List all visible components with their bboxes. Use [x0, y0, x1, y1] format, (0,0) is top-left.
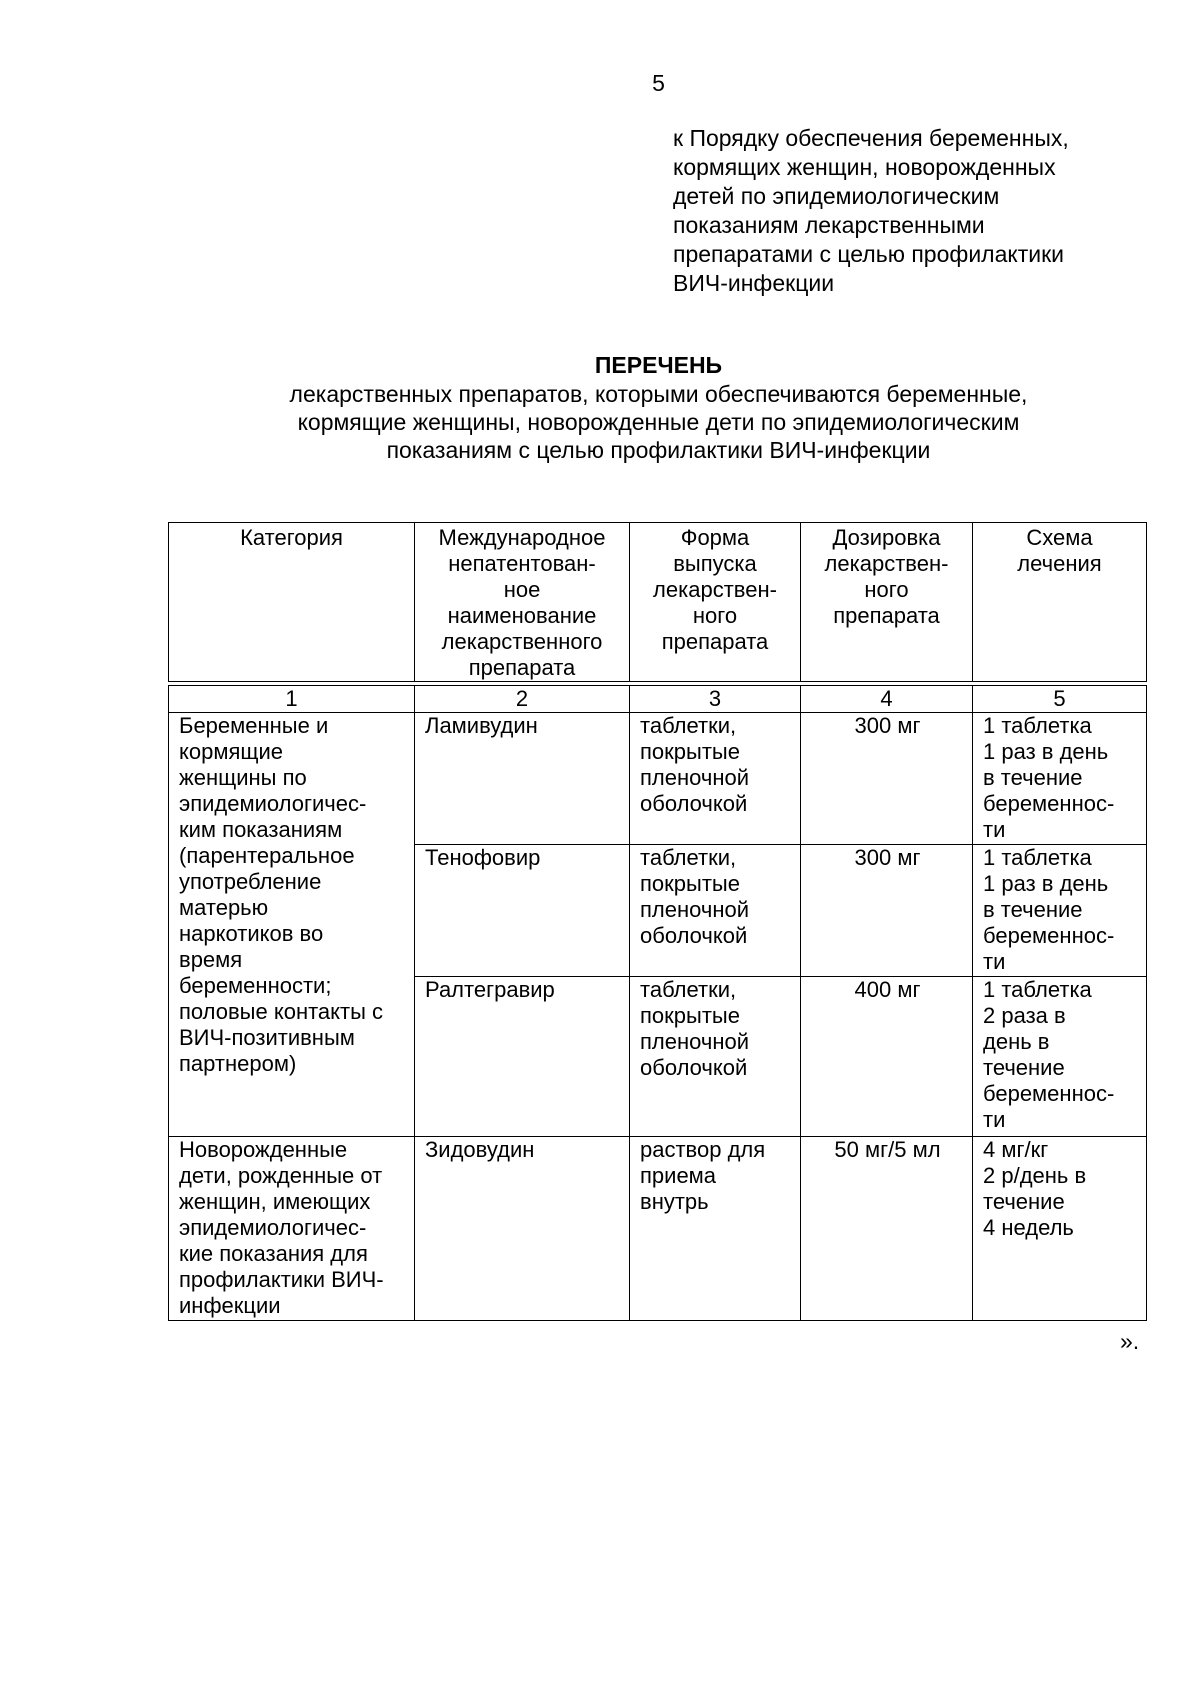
- dosage-form-cell: [630, 1137, 801, 1321]
- cell-text-line: внутрь: [640, 1189, 709, 1214]
- cell-text-line: покрытые: [640, 871, 740, 896]
- cell-text-line: время: [179, 947, 243, 972]
- header-dosage: [801, 523, 973, 682]
- subtitle-line: кормящие женщины, новорожденные дети по эпидемиологическим: [297, 409, 1020, 435]
- table-header-row: [169, 523, 1147, 682]
- dosage-form-cell: [630, 845, 801, 977]
- cell-text-line: течение: [983, 1189, 1065, 1214]
- cell-text-line: пленочной: [640, 897, 750, 922]
- column-number: 5: [973, 686, 1147, 713]
- cell-text-line: партнером): [179, 1051, 297, 1076]
- drug-name-cell: Ламивудин: [415, 713, 630, 845]
- dosage-form-cell: [630, 977, 801, 1137]
- cell-text-line: пленочной: [640, 765, 750, 790]
- cell-text-line: 1 таблетка: [983, 977, 1092, 1002]
- cell-text-line: таблетки,: [640, 845, 737, 870]
- cell-text-line: эпидемиологичес-: [179, 1215, 367, 1240]
- subtitle-line: показаниям с целью профилактики ВИЧ-инфекции: [386, 437, 931, 463]
- cell-text-line: пленочной: [640, 1029, 750, 1054]
- annex-note-line: детей по эпидемиологическим: [673, 183, 1000, 209]
- header-dosage-form: [630, 523, 801, 682]
- table-row: [169, 1137, 1147, 1321]
- cell-text-line: покрытые: [640, 739, 740, 764]
- column-number: 2: [415, 686, 630, 713]
- cell-text-line: наркотиков во: [179, 921, 324, 946]
- annex-note: [673, 124, 1133, 298]
- dosage-cell: 400 мг: [801, 977, 973, 1137]
- column-number: 4: [801, 686, 973, 713]
- drug-name-cell: Зидовудин: [415, 1137, 630, 1321]
- category-cell: [169, 713, 415, 1137]
- cell-text-line: Дозировка: [832, 525, 941, 550]
- annex-note-line: ВИЧ-инфекции: [673, 270, 835, 296]
- cell-text-line: беременности;: [179, 973, 332, 998]
- cell-text-line: приема: [640, 1163, 717, 1188]
- cell-text-line: беременнос-: [983, 791, 1115, 816]
- dosage-cell: 300 мг: [801, 713, 973, 845]
- annex-note-line: показаниям лекарственными: [673, 212, 985, 238]
- cell-text-line: лекарственного: [441, 629, 603, 654]
- column-number: 1: [169, 686, 415, 713]
- cell-text-line: 1 таблетка: [983, 845, 1092, 870]
- cell-text-line: ВИЧ-позитивным: [179, 1025, 355, 1050]
- cell-text-line: эпидемиологичес-: [179, 791, 367, 816]
- drug-name-cell: Ралтегравир: [415, 977, 630, 1137]
- closing-quote-mark: ».: [1120, 1328, 1140, 1354]
- cell-text-line: 1 таблетка: [983, 713, 1092, 738]
- cell-text-line: непатентован-: [448, 551, 596, 576]
- document-subtitle: [0, 380, 1200, 464]
- cell-text-line: покрытые: [640, 1003, 740, 1028]
- treatment-scheme-cell: [973, 713, 1147, 845]
- cell-text-line: препарата: [468, 655, 576, 680]
- dosage-cell: 300 мг: [801, 845, 973, 977]
- cell-text-line: ким показаниям: [179, 817, 343, 842]
- cell-text-line: 4 мг/кг: [983, 1137, 1049, 1162]
- cell-text-line: лекарствен-: [824, 551, 949, 576]
- cell-text-line: 1 раз в день: [983, 739, 1109, 764]
- cell-text-line: течение: [983, 1055, 1065, 1080]
- header-international-name: [415, 523, 630, 682]
- cell-text-line: женщины по: [179, 765, 307, 790]
- cell-text-line: наименование: [447, 603, 597, 628]
- cell-text-line: таблетки,: [640, 977, 737, 1002]
- cell-text-line: в течение: [983, 765, 1083, 790]
- cell-text-line: женщин, имеющих: [179, 1189, 371, 1214]
- header-category: [169, 523, 415, 682]
- cell-text-line: препарата: [833, 603, 940, 628]
- cell-text-line: ное: [503, 577, 541, 602]
- annex-note-line: препаратами с целью профилактики: [673, 241, 1064, 267]
- cell-text-line: (парентеральное: [179, 843, 355, 868]
- treatment-scheme-cell: [973, 845, 1147, 977]
- cell-text-line: оболочкой: [640, 791, 748, 816]
- cell-text-line: лекарствен-: [653, 577, 777, 602]
- cell-text-line: Схема: [1026, 525, 1093, 550]
- cell-text-line: препарата: [661, 629, 769, 654]
- cell-text-line: профилактики ВИЧ-: [179, 1267, 384, 1292]
- cell-text-line: Международное: [438, 525, 606, 550]
- cell-text-line: лечения: [1017, 551, 1102, 576]
- category-cell: [169, 1137, 415, 1321]
- subtitle-line: лекарственных препаратов, которыми обеспечиваются беременные,: [289, 381, 1028, 407]
- cell-text-line: выпуска: [673, 551, 757, 576]
- cell-text-line: оболочкой: [640, 1055, 748, 1080]
- drug-list-table: [168, 522, 1147, 1321]
- document-title: ПЕРЕЧЕНЬ: [594, 352, 723, 378]
- header-treatment-scheme: [973, 523, 1147, 682]
- cell-text-line: 2 раза в: [983, 1003, 1066, 1028]
- drug-name-cell: Тенофовир: [415, 845, 630, 977]
- cell-text-line: в течение: [983, 897, 1083, 922]
- cell-text-line: Категория: [240, 525, 343, 550]
- cell-text-line: кие показания для: [179, 1241, 368, 1266]
- cell-text-line: Беременные и: [179, 713, 329, 738]
- cell-text-line: 4 недель: [983, 1215, 1074, 1240]
- cell-text-line: день в: [983, 1029, 1050, 1054]
- treatment-scheme-cell: [973, 1137, 1147, 1321]
- cell-text-line: ти: [983, 817, 1006, 842]
- cell-text-line: 1 раз в день: [983, 871, 1109, 896]
- cell-text-line: дети, рожденные от: [179, 1163, 383, 1188]
- cell-text-line: таблетки,: [640, 713, 737, 738]
- page-number: 5: [652, 70, 665, 96]
- table-row: [169, 713, 1147, 845]
- cell-text-line: ти: [983, 949, 1006, 974]
- cell-text-line: раствор для: [640, 1137, 766, 1162]
- cell-text-line: оболочкой: [640, 923, 748, 948]
- treatment-scheme-cell: [973, 977, 1147, 1137]
- cell-text-line: ного: [864, 577, 909, 602]
- cell-text-line: кормящие: [179, 739, 284, 764]
- cell-text-line: Форма: [680, 525, 750, 550]
- cell-text-line: инфекции: [179, 1293, 281, 1318]
- cell-text-line: Новорожденные: [179, 1137, 348, 1162]
- dosage-form-cell: [630, 713, 801, 845]
- column-number: 3: [630, 686, 801, 713]
- cell-text-line: беременнос-: [983, 923, 1115, 948]
- cell-text-line: употребление: [179, 869, 322, 894]
- cell-text-line: половые контакты с: [179, 999, 384, 1024]
- cell-text-line: 2 р/день в: [983, 1163, 1087, 1188]
- annex-note-line: кормящих женщин, новорожденных: [673, 154, 1056, 180]
- column-number-row: [169, 686, 1147, 713]
- cell-text-line: беременнос-: [983, 1081, 1115, 1106]
- cell-text-line: ного: [692, 603, 738, 628]
- cell-text-line: ти: [983, 1107, 1006, 1132]
- annex-note-line: к Порядку обеспечения беременных,: [673, 125, 1069, 151]
- cell-text-line: матерью: [179, 895, 269, 920]
- dosage-cell: 50 мг/5 мл: [801, 1137, 973, 1321]
